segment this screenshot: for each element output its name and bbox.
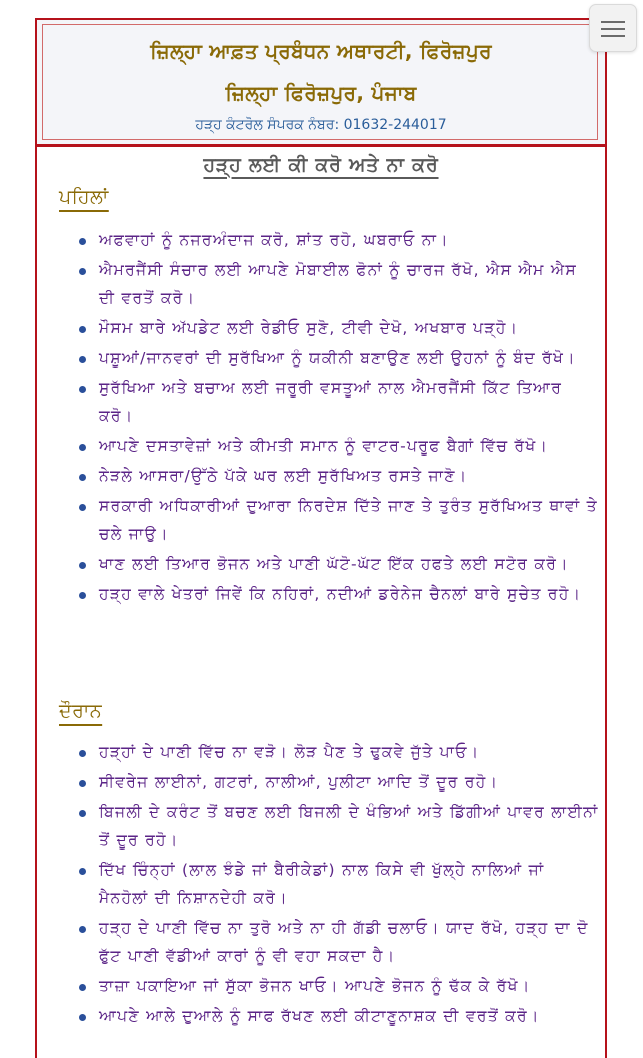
bullet-dot-icon [79,926,86,933]
header-contact-number: ਹੜ੍ਹ ਕੰਟਰੋਲ ਸੰਪਰਕ ਨੰਬਰ: 01632-244017 [195,117,447,133]
hamburger-menu-button[interactable] [589,4,637,52]
list-item-text: ਦਿੱਖ ਚਿੰਨ੍ਹਾਂ (ਲਾਲ ਝੰਡੇ ਜਾਂ ਬੈਰੀਕੇਡਾਂ) ਨਾਲ ਕਿਸੇ ਵੀ ਖੁੱਲ੍ਹੇ ਨਾਲਿਆਂ ਜਾਂ ਮੈਨਹੋਲਾਂ ਦੀ ਨਿਸ਼ਾਨਦੇਹੀ ਕਰੋ। [99,861,545,907]
list-item [37,550,599,578]
bullet-dot-icon [79,356,86,363]
list-item-text: ਸੁਰੱਖਿਆ ਅਤੇ ਬਚਾਅ ਲਈ ਜਰੂਰੀ ਵਸਤੂਆਂ ਨਾਲ ਐਮਰਜੈਂਸੀ ਕਿੱਟ ਤਿਆਰ ਕਰੋ। [99,379,563,425]
before-list [37,226,605,610]
list-item-text: ਸਰਕਾਰੀ ਅਧਿਕਾਰੀਆਂ ਦੁਆਰਾ ਨਿਰਦੇਸ਼ ਦਿੱਤੇ ਜਾਣ ਤੇ ਤੁਰੰਤ ਸੁਰੱਖਿਅਤ ਥਾਵਾਂ ਤੇ ਚਲੇ ਜਾਉ। [99,497,598,543]
list-item-text: ਅਫਵਾਹਾਂ ਨੂੰ ਨਜਰਅੰਦਾਜ ਕਰੋ, ਸ਼ਾਂਤ ਰਹੋ, ਘਬਰਾਓ ਨਾ। [99,231,449,249]
list-item [37,256,599,312]
bullet-dot-icon [79,268,86,275]
list-item [37,432,599,460]
list-item [37,914,599,970]
header-band [37,20,605,147]
list-item-text: ਨੇੜਲੇ ਆਸਰਾ/ਉੱਠੇ ਪੱਕੇ ਘਰ ਲਈ ਸੁਰੱਖਿਅਤ ਰਸਤੇ ਜਾਣੋ। [99,467,468,485]
list-item-text: ਐਮਰਜੈਂਸੀ ਸੰਚਾਰ ਲਈ ਆਪਣੇ ਮੋਬਾਈਲ ਫੋਨਾਂ ਨੂੰ ਚਾਰਜ ਰੱਖੋ, ਐਸ ਐਮ ਐਸ ਦੀ ਵਰਤੋਂ ਕਰੋ। [99,261,578,307]
header-title-line1: ਜ਼ਿਲ੍ਹਾ ਆਫ਼ਤ ਪ੍ਰਬੰਧਨ ਅਥਾਰਟੀ, ਫਿਰੋਜ਼ਪੁਰ [150,39,492,63]
bullet-dot-icon [79,810,86,817]
bullet-dot-icon [79,780,86,787]
list-item-text: ਹੜ੍ਹ ਵਾਲੇ ਖੇਤਰਾਂ ਜਿਵੇਂ ਕਿ ਨਹਿਰਾਂ, ਨਦੀਆਂ ਡਰੇਨੇਜ ਚੈਨਲਾਂ ਬਾਰੇ ਸੁਚੇਤ ਰਹੋ। [99,585,582,603]
list-item [37,768,599,796]
list-item [37,856,599,912]
list-item-text: ਤਾਜ਼ਾ ਪਕਾਇਆ ਜਾਂ ਸੁੱਕਾ ਭੋਜਨ ਖਾਓ। ਆਪਣੇ ਭੋਜਨ ਨੂੰ ਢੱਕ ਕੇ ਰੱਖੋ। [99,977,531,995]
list-item [37,344,599,372]
page-heading: ਹੜ੍ਹ ਲਈ ਕੀ ਕਰੋ ਅਤੇ ਨਾ ਕਰੋ [203,154,439,176]
list-item-text: ਹੜ੍ਹਾਂ ਦੇ ਪਾਣੀ ਵਿੱਚ ਨਾ ਵੜੋ। ਲੋੜ ਪੈਣ ਤੇ ਢੁਕਵੇ ਜੁੱਤੇ ਪਾਓ। [99,743,480,761]
list-item [37,462,599,490]
list-item-text: ਸੀਵਰੇਜ ਲਾਈਨਾਂ, ਗਟਰਾਂ, ਨਾਲੀਆਂ, ਪੁਲੀਟਾ ਆਦਿ ਤੋਂ ਦੂਰ ਰਹੋ। [99,773,499,791]
hamburger-menu-icon [601,28,625,30]
bullet-dot-icon [79,504,86,511]
hamburger-menu-icon [601,21,625,23]
list-item-text: ਆਪਣੇ ਦਸਤਾਵੇਜ਼ਾਂ ਅਤੇ ਕੀਮਤੀ ਸਮਾਨ ਨੂੰ ਵਾਟਰ-ਪਰੂਫ ਬੈਗਾਂ ਵਿੱਚ ਰੱਖੋ। [99,437,549,455]
list-item-text: ਬਿਜਲੀ ਦੇ ਕਰੰਟ ਤੋਂ ਬਚਣ ਲਈ ਬਿਜਲੀ ਦੇ ਖੰਭਿਆਂ ਅਤੇ ਡਿੱਗੀਆਂ ਪਾਵਰ ਲਾਈਨਾਂ ਤੋਂ ਦੂਰ ਰਹੋ। [99,803,599,849]
list-item [37,374,599,430]
section-title-before: ਪਹਿਲਾਂ [59,186,109,208]
list-item [37,972,599,1000]
list-item-text: ਖਾਣ ਲਈ ਤਿਆਰ ਭੋਜਨ ਅਤੇ ਪਾਣੀ ਘੱਟੋ-ਘੱਟ ਇੱਕ ਹਫਤੇ ਲਈ ਸਟੋਰ ਕਰੋ। [99,555,569,573]
list-item-text: ਮੌਸਮ ਬਾਰੇ ਅੱਪਡੇਟ ਲਈ ਰੇਡੀਓ ਸੁਣੋ, ਟੀਵੀ ਦੇਖੋ, ਅਖਬਾਰ ਪੜ੍ਹੋ। [99,319,519,337]
list-item [37,1002,599,1030]
hamburger-menu-icon [601,35,625,37]
list-item-text: ਹੜ੍ਹ ਦੇ ਪਾਣੀ ਵਿੱਚ ਨਾ ਤੁਰੋ ਅਤੇ ਨਾ ਹੀ ਗੱਡੀ ਚਲਾਓ। ਯਾਦ ਰੱਖੋ, ਹੜ੍ਹ ਦਾ ਦੋ ਫੁੱਟ ਪਾਣੀ ਵੱਡੀਆਂ ਕਾਰਾਂ ਨੂੰ ਵੀ ਵਹਾ ਸਕਦਾ ਹੈ। [99,919,589,965]
list-item [37,314,599,342]
bullet-dot-icon [79,868,86,875]
bullet-dot-icon [79,326,86,333]
bullet-dot-icon [79,562,86,569]
bullet-dot-icon [79,238,86,245]
header-box [42,24,598,140]
list-item [37,798,599,854]
list-item [37,226,599,254]
page-frame [35,18,607,1058]
bullet-dot-icon [79,750,86,757]
list-item [37,492,599,548]
during-list [37,738,605,1032]
bullet-dot-icon [79,386,86,393]
bullet-dot-icon [79,592,86,599]
list-item [37,580,599,608]
bullet-dot-icon [79,474,86,481]
bullet-dot-icon [79,444,86,451]
section-title-during: ਦੌਰਾਨ [59,700,103,722]
bullet-dot-icon [79,984,86,991]
bullet-dot-icon [79,1014,86,1021]
list-item [37,738,599,766]
list-item-text: ਆਪਣੇ ਆਲੇ ਦੁਆਲੇ ਨੂੰ ਸਾਫ ਰੱਖਣ ਲਈ ਕੀਟਾਣੂਨਾਸ਼ਕ ਦੀ ਵਰਤੋਂ ਕਰੋ। [99,1007,540,1025]
list-item-text: ਪਸ਼ੂਆਂ/ਜਾਨਵਰਾਂ ਦੀ ਸੁਰੱਖਿਆ ਨੂੰ ਯਕੀਨੀ ਬਣਾਉਣ ਲਈ ਉਹਨਾਂ ਨੂੰ ਬੰਦ ਰੱਖੋ। [99,349,576,367]
header-title-line2: ਜ਼ਿਲ੍ਹਾ ਫਿਰੋਜ਼ਪੁਰ, ਪੰਜਾਬ [225,81,417,105]
